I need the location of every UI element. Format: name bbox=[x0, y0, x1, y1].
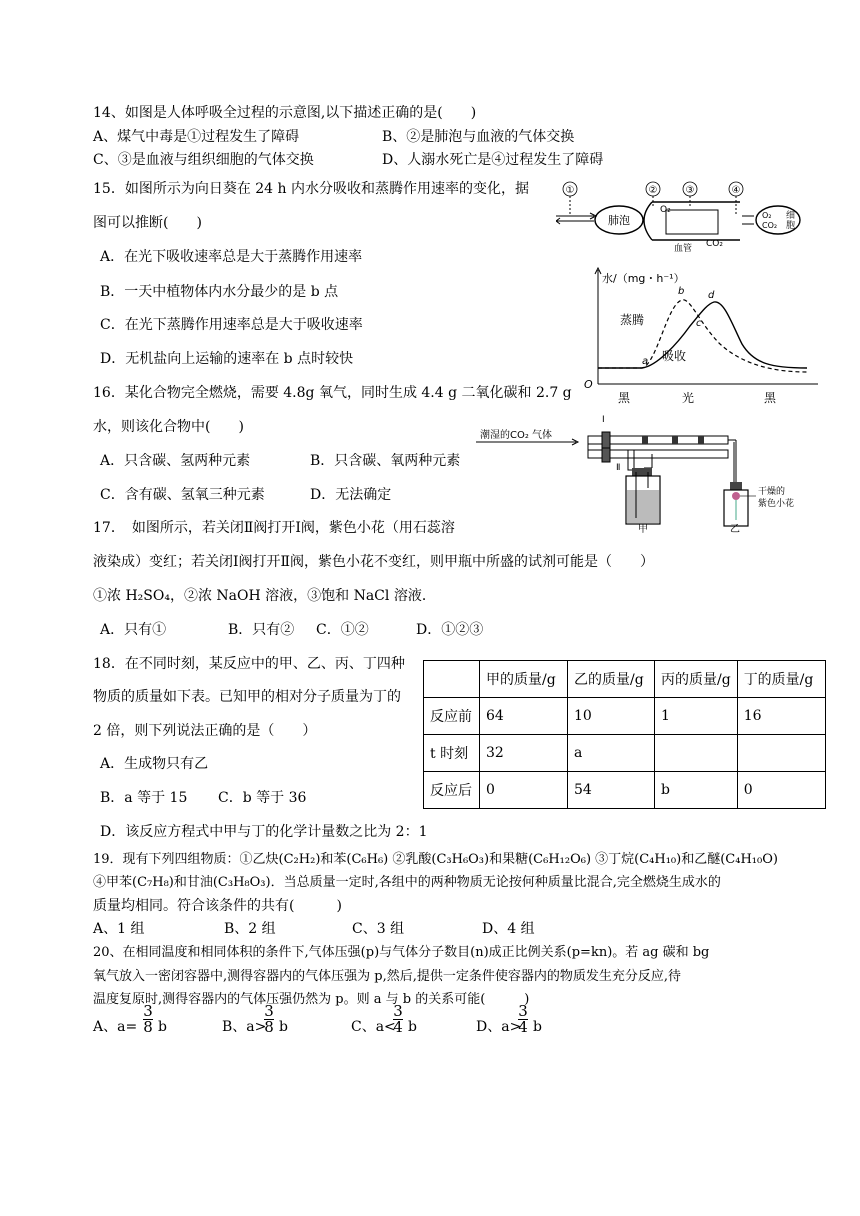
q14-option-a[interactable]: A、煤气中毒是①过程发生了障碍 bbox=[93, 129, 300, 145]
q18-stem-line1: 18．在不同时刻，某反应中的甲、乙、丙、丁四种 bbox=[93, 656, 405, 672]
cell-o2-label: O₂ bbox=[762, 211, 772, 220]
q19-stem-line2: ④甲苯(C₇H₈)和甘油(C₃H₈O₃)．当总质量一定时,各组中的两种物质无论按何种质量比混合,完全燃烧生成水的 bbox=[93, 875, 721, 890]
q17-option-a[interactable]: A．只有① bbox=[100, 622, 167, 638]
q15-option-b[interactable]: B．一天中植物体内水分最少的是 b 点 bbox=[100, 284, 339, 300]
point-c-label: c bbox=[696, 318, 702, 329]
q17-stem-line1: 17． 如图所示，若关闭Ⅱ阀打开Ⅰ阀，紫色小花（用石蕊溶 bbox=[93, 520, 455, 536]
transpiration-label: 蒸腾 bbox=[620, 313, 645, 327]
fraction: 3 4 bbox=[518, 1002, 528, 1036]
q17-stem-line2: 液染成）变红；若关闭Ⅰ阀打开Ⅱ阀，紫色小花不变红，则甲瓶中所盛的试剂可能是（ ） bbox=[93, 554, 655, 570]
table-cell: a bbox=[568, 735, 655, 772]
label-1: ① bbox=[565, 185, 575, 196]
q15-option-d[interactable]: D．无机盐向上运输的速率在 b 点时较快 bbox=[100, 351, 354, 367]
q17-option-b[interactable]: B．只有② bbox=[228, 622, 295, 638]
bottle-yi-label: 乙 bbox=[730, 524, 740, 534]
table-cell: 1 bbox=[655, 698, 738, 735]
q16-option-a[interactable]: A．只含碳、氢两种元素 bbox=[100, 453, 251, 469]
q17-option-d[interactable]: D．①②③ bbox=[416, 622, 484, 638]
point-a-label: a bbox=[642, 356, 649, 367]
option-suffix: b bbox=[158, 1019, 167, 1035]
table-cell: 64 bbox=[480, 698, 568, 735]
fraction: 3 8 bbox=[143, 1002, 153, 1036]
table-cell: 16 bbox=[737, 698, 825, 735]
option-suffix: b bbox=[408, 1019, 417, 1035]
q18-option-a[interactable]: A．生成物只有乙 bbox=[100, 756, 209, 772]
bottle-jia-label: 甲 bbox=[638, 524, 648, 534]
label-3: ③ bbox=[685, 185, 695, 196]
q15-option-a[interactable]: A．在光下吸收速率总是大于蒸腾作用速率 bbox=[100, 249, 363, 265]
fraction: 3 4 bbox=[393, 1002, 403, 1036]
q19-option-c[interactable]: C、3 组 bbox=[352, 921, 405, 937]
table-cell bbox=[424, 661, 480, 698]
q18-stem-line3: 2 倍，则下列说法正确的是（ ） bbox=[93, 723, 317, 739]
absorption-curve bbox=[598, 302, 807, 368]
q18-stem-line2: 物质的质量如下表。已知甲的相对分子质量为丁的 bbox=[93, 689, 401, 705]
q16-stem-line1: 16．某化合物完全燃烧，需要 4.8g 氧气，同时生成 4.4 g 二氧化碳和 2.7 g bbox=[93, 385, 572, 401]
q15-stem-line2: 图可以推断( ) bbox=[93, 215, 202, 231]
flower-label-2: 紫色小花 bbox=[758, 499, 795, 509]
q14-stem: 14、如图是人体呼吸全过程的示意图,以下描述正确的是( ) bbox=[93, 105, 477, 121]
x-label-dark-2: 黑 bbox=[764, 391, 777, 405]
option-prefix: C、a< bbox=[351, 1019, 396, 1035]
table-cell: 0 bbox=[480, 772, 568, 809]
table-row-label: 反应后 bbox=[424, 772, 480, 809]
q20-stem-line2: 氧气放入一密闭容器中,测得容器内的气体压强为 p,然后,提供一定条件使容器内的物质发生充分反应,待 bbox=[93, 969, 681, 984]
q16-option-d[interactable]: D．无法确定 bbox=[310, 487, 392, 503]
q16-option-c[interactable]: C．含有碳、氢氧三种元素 bbox=[100, 487, 265, 503]
gas-label: 潮湿的CO₂ 气体 bbox=[480, 430, 553, 441]
q14-option-c[interactable]: C、③是血液与组织细胞的气体交换 bbox=[93, 152, 314, 168]
q19-stem-line1: 19．现有下列四组物质：①乙炔(C₂H₂)和苯(C₆H₆) ②乳酸(C₃H₆O₃)和果糖(C₆H₁₂O₆) ③丁烷(C₄H₁₀)和乙醚(C₄H₁₀O) bbox=[93, 852, 778, 867]
x-label-dark-1: 黑 bbox=[618, 391, 631, 405]
x-label-light: 光 bbox=[682, 391, 695, 405]
water-rate-chart bbox=[582, 264, 820, 408]
option-prefix: D、a> bbox=[476, 1019, 522, 1035]
q18-mass-table bbox=[423, 660, 826, 809]
q18-option-c[interactable]: C．b 等于 36 bbox=[218, 790, 307, 806]
q19-option-a[interactable]: A、1 组 bbox=[93, 921, 145, 937]
table-header-yi: 乙的质量/g bbox=[568, 661, 655, 698]
q17-option-c[interactable]: C．①② bbox=[316, 622, 369, 638]
label-4: ④ bbox=[731, 185, 741, 196]
q20-stem-line1: 20、在相同温度和相同体积的条件下,气体压强(p)与气体分子数目(n)成正比例关系(p=kn)。若 ag 碳和 bg bbox=[93, 945, 710, 960]
option-suffix: b bbox=[533, 1019, 542, 1035]
vessel-label: 血管 bbox=[674, 244, 693, 252]
table-row-label: 反应前 bbox=[424, 698, 480, 735]
q18-option-b[interactable]: B．a 等于 15 bbox=[100, 790, 188, 806]
q15-stem-line1: 15．如图所示为向日葵在 24 h 内水分吸收和蒸腾作用速率的变化，据 bbox=[93, 181, 529, 197]
respiration-diagram bbox=[556, 180, 824, 252]
q14-option-d[interactable]: D、人溺水死亡是④过程发生了障碍 bbox=[382, 152, 604, 168]
y-axis-label: 水/（mg・h⁻¹） bbox=[602, 272, 685, 285]
cell-label-1: 细 bbox=[786, 211, 796, 221]
q14-option-b[interactable]: B、②是肺泡与血液的气体交换 bbox=[382, 129, 575, 145]
q16-option-b[interactable]: B．只含碳、氧两种元素 bbox=[310, 453, 461, 469]
point-d-label: d bbox=[708, 290, 715, 301]
table-cell: 10 bbox=[568, 698, 655, 735]
q15-option-c[interactable]: C．在光下蒸腾作用速率总是大于吸收速率 bbox=[100, 317, 363, 333]
alveolus-label: 肺泡 bbox=[608, 214, 630, 227]
table-row bbox=[424, 772, 826, 809]
q19-option-b[interactable]: B、2 组 bbox=[224, 921, 276, 937]
absorption-label: 吸收 bbox=[662, 349, 687, 363]
cell-co2-label: CO₂ bbox=[762, 221, 778, 230]
table-cell: 32 bbox=[480, 735, 568, 772]
table-row bbox=[424, 698, 826, 735]
co2-apparatus-diagram bbox=[476, 410, 806, 534]
q19-option-d[interactable]: D、4 组 bbox=[482, 921, 535, 937]
q17-stem-line3: ①浓 H₂SO₄，②浓 NaOH 溶液，③饱和 NaCl 溶液． bbox=[93, 588, 436, 604]
option-prefix: B、a> bbox=[222, 1019, 267, 1035]
table-row-label: t 时刻 bbox=[424, 735, 480, 772]
label-2: ② bbox=[648, 185, 658, 196]
origin-label: O bbox=[584, 378, 593, 391]
co2-label: CO₂ bbox=[706, 239, 723, 249]
q18-option-d[interactable]: D．该反应方程式中甲与丁的化学计量数之比为 2：1 bbox=[100, 824, 428, 840]
point-b-label: b bbox=[678, 286, 685, 297]
table-cell: 0 bbox=[737, 772, 825, 809]
table-cell: 54 bbox=[568, 772, 655, 809]
o2-label: O₂ bbox=[660, 205, 671, 215]
flower-label-1: 干燥的 bbox=[758, 487, 786, 497]
valve-2-label: Ⅱ bbox=[616, 463, 621, 473]
q20-stem-line3: 温度复原时,测得容器内的气体压强仍然为 p。则 a 与 b 的关系可能( ) bbox=[93, 992, 530, 1007]
table-cell bbox=[737, 735, 825, 772]
table-cell: b bbox=[655, 772, 738, 809]
option-suffix: b bbox=[279, 1019, 288, 1035]
q19-stem-line3: 质量均相同。符合该条件的共有( ) bbox=[93, 898, 342, 914]
table-header-bing: 丙的质量/g bbox=[655, 661, 738, 698]
table-header-jia: 甲的质量/g bbox=[480, 661, 568, 698]
table-header-row bbox=[424, 661, 826, 698]
valve-1-label: Ⅰ bbox=[602, 415, 605, 425]
fraction: 3 8 bbox=[264, 1002, 274, 1036]
q16-stem-line2: 水，则该化合物中( ) bbox=[93, 419, 244, 435]
table-row bbox=[424, 735, 826, 772]
cell-label-2: 胞 bbox=[786, 221, 796, 231]
table-header-ding: 丁的质量/g bbox=[737, 661, 825, 698]
option-prefix: A、a= bbox=[93, 1019, 138, 1035]
table-cell bbox=[655, 735, 738, 772]
